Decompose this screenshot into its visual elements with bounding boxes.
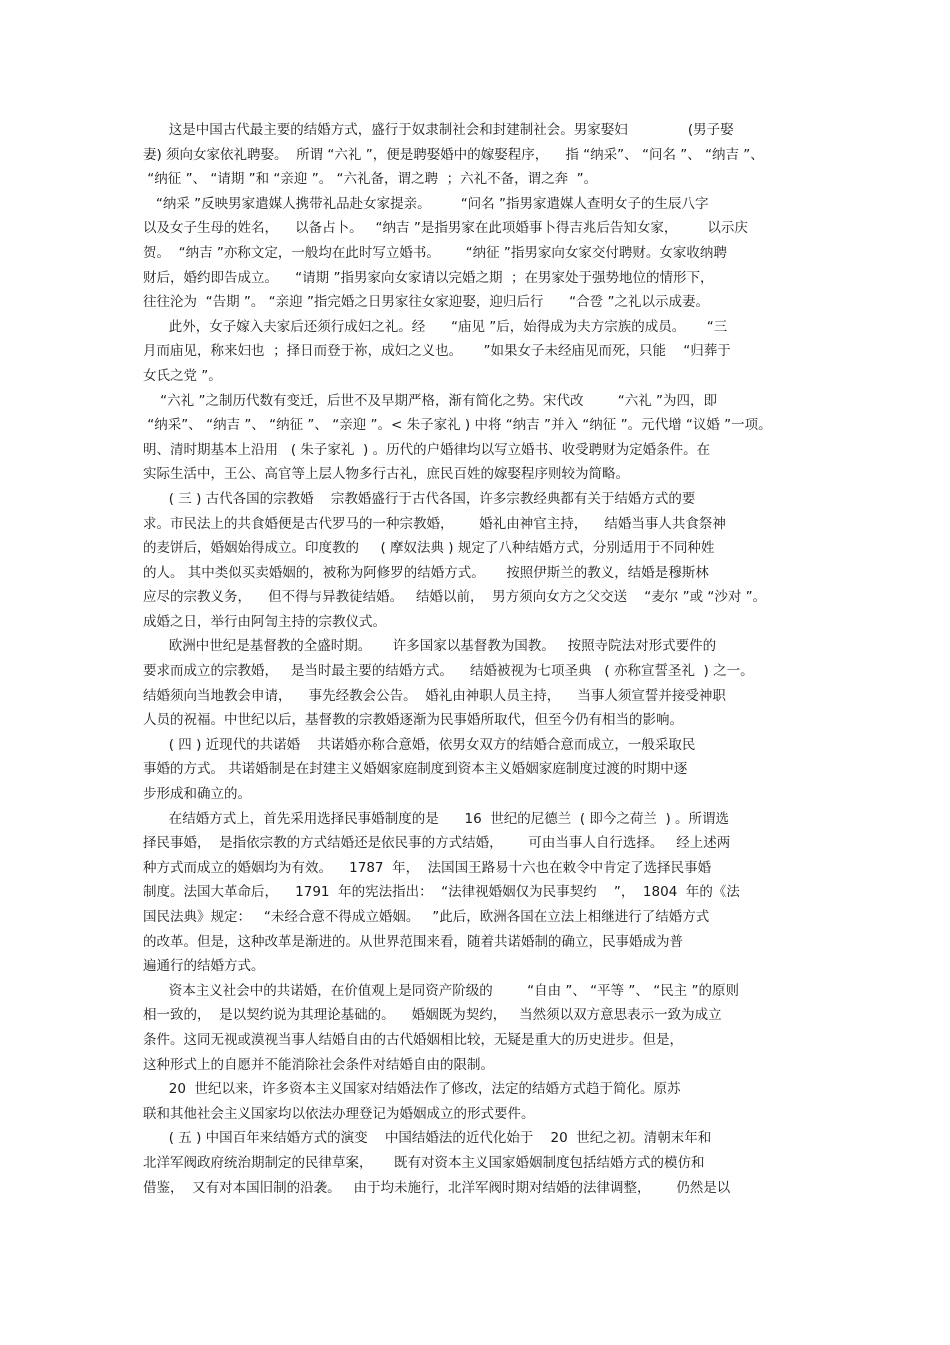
text-line: 应尽的宗教义务， 但不得与异教徒结婚。 结婚以前， 男方须向女方之父交送 “麦尔 ”或 “沙对 ”。 xyxy=(143,589,767,606)
text-line: 资本主义社会中的共诺婚，在价值观上是同资产阶级的 “自由 ”、 “平等 ”、 “民主 ”的原则 xyxy=(143,982,739,999)
text-line: 女氏之党 ”。 xyxy=(143,367,222,384)
text-line: 此外，女子嫁入夫家后还须行成妇之礼。经 “庙见 ”后，始得成为夫方宗族的成员。 “三 xyxy=(143,318,728,335)
text-line: 借鉴， 又有对本国旧制的沿袭。 由于均未施行，北洋军阀时期对结婚的法律调整， 仍然是以 xyxy=(143,1179,731,1196)
text-line: 以及女子生母的姓名， 以备占卜。 “纳吉 ”是指男家在此项婚事卜得吉兆后告知女家， 以示庆 xyxy=(143,220,748,237)
text-line: 明、清时期基本上沿用 ( 朱子家礼 ) 。历代的户婚律均以写立婚书、收受聘财为定婚条件。在 xyxy=(143,441,711,458)
text-line: ( 四 ) 近现代的共诺婚 共诺婚亦称合意婚，依男女双方的结婚合意而成立，一般采取民 xyxy=(143,736,696,753)
text-line: “纳征 ”、 “请期 ”和 “亲迎 ”。 “六礼备，谓之聘 ；六礼不备，谓之奔 ”。 xyxy=(143,171,598,188)
text-line: 种方式而成立的婚姻均为有效。 1787 年， 法国国王路易十六也在敕令中肯定了选择民事婚 xyxy=(143,859,712,876)
text-line: 实际生活中，王公、高官等上层人物多行古礼，庶民百姓的嫁娶程序则较为简略。 xyxy=(143,466,629,483)
text-line: 这是中国古代最主要的结婚方式，盛行于奴隶制社会和封建制社会。男家娶妇 (男子娶 xyxy=(143,122,734,138)
text-line: 人员的祝福。中世纪以后，基督教的宗教婚逐渐为民事婚所取代，但至今仍有相当的影响。 xyxy=(143,712,683,729)
text-line: 贺。 “纳吉 ”亦称文定，一般均在此时写立婚书。 “纳征 ”指男家向女家交付聘财。女家收纳聘 xyxy=(143,244,727,261)
text-line: 财后，婚约即告成立。 “请期 ”指男家向女家请以完婚之期 ；在男家处于强势地位的情形下， xyxy=(143,269,714,286)
text-line: 求。市民法上的共食婚便是古代罗马的一种宗教婚， 婚礼由神官主持， 结婚当事人共食祭神 xyxy=(143,515,726,532)
text-line: 的人。 其中类似买卖婚姻的，被称为阿修罗的结婚方式。 按照伊斯兰的教义，结婚是穆斯林 xyxy=(143,564,709,581)
text-line: 成婚之日，举行由阿訇主持的宗教仪式。 xyxy=(143,613,386,630)
text-line: 在结婚方式上，首先采用选择民事婚制度的是 16 世纪的尼德兰 ( 即今之荷兰 ) 。所谓选 xyxy=(143,810,730,827)
text-line: ( 三 ) 古代各国的宗教婚 宗教婚盛行于古代各国，许多宗教经典都有关于结婚方式的要 xyxy=(143,490,696,507)
text-line: 国民法典》规定： “未经合意不得成立婚姻。 ”此后，欧洲各国在立法上相继进行了结婚方式 xyxy=(143,909,710,925)
text-line: 遍通行的结婚方式。 xyxy=(143,958,265,975)
text-line: 的麦饼后，婚姻始得成立。印度教的 ( 摩奴法典 ) 规定了八种结婚方式，分别适用于不同种姓 xyxy=(143,540,715,557)
text-line: 条件。这同无视或漠视当事人结婚自由的古代婚姻相比较，无疑是重大的历史进步。但是， xyxy=(143,1031,683,1048)
text-line: 相一致的， 是以契约说为其理论基础的。 婚姻既为契约， 当然须以双方意思表示一致为成立 xyxy=(143,1007,722,1024)
text-line: 要求而成立的宗教婚， 是当时最主要的结婚方式。 结婚被视为七项圣典 ( 亦称宣誓圣礼 ) 之一。 xyxy=(143,663,754,680)
text-line: 妻) 须向女家依礼聘娶。 所谓 “六礼 ”，便是聘娶婚中的嫁娶程序， 指 “纳采”、 “问名 ”、 “纳吉 ”、 xyxy=(143,146,764,163)
text-line: ( 五 ) 中国百年来结婚方式的演变 中国结婚法的近代化始于 20 世纪之初。清朝末年和 xyxy=(143,1130,712,1147)
text-line: 步形成和确立的。 xyxy=(143,786,251,803)
text-line: 结婚须向当地教会申请， 事先经教会公告。 婚礼由神职人员主持， 当事人须宣誓并接受神职 xyxy=(143,687,726,704)
text-line: “纳采 ”反映男家遣媒人携带礼品赴女家提亲。 “问名 ”指男家遣媒人查明女子的生辰八字 xyxy=(143,195,709,212)
text-line: “六礼 ”之制历代数有变迁，后世不及早期严格，渐有简化之势。宋代改 “六礼 ”为四，即 xyxy=(143,392,718,409)
text-line: 欧洲中世纪是基督教的全盛时期。 许多国家以基督教为国教。 按照寺院法对形式要件的 xyxy=(143,638,717,655)
text-line: “纳采”、 “纳吉 ”、 “纳征 ”、 “亲迎 ”。< 朱子家礼 ) 中将 “纳吉 ”并入 “纳征 ”。元代增 “议婚 ”一项。 xyxy=(143,417,772,434)
text-line: 联和其他社会主义国家均以依法办理登记为婚姻成立的形式要件。 xyxy=(143,1105,535,1122)
text-line: 择民事婚， 是指依宗教的方式结婚还是依民事的方式结婚， 可由当事人自行选择。 经上述两 xyxy=(143,835,731,852)
text-line: 北洋军阀政府统治期制定的民律草案， 既有对资本主义国家婚姻制度包括结婚方式的模仿和 xyxy=(143,1154,705,1171)
text-line: 制度。法国大革命后， 1791 年的宪法指出： “法律视婚姻仅为民事契约 ”， 1804 年的《法 xyxy=(143,884,740,901)
text-line: 20 世纪以来，许多资本主义国家对结婚法作了修改，法定的结婚方式趋于简化。原苏 xyxy=(143,1081,681,1098)
text-line: 事婚的方式。 共诺婚制是在封建主义婚姻家庭制度到资本主义婚姻家庭制度过渡的时期中逐 xyxy=(143,761,688,778)
text-line: 往往沦为 “告期 ”。 “亲迎 ”指完婚之日男家往女家迎娶，迎归后行 “合卺 ”之礼以示成妻。 xyxy=(143,294,709,311)
text-line: 月而庙见，称来妇也 ；择日而登于祢，成妇之义也。 ”如果女子未经庙见而死，只能 “归葬于 xyxy=(143,343,731,360)
text-line: 的改革。但是，这种改革是渐进的。从世界范围来看，随着共诺婚制的确立，民事婚成为普 xyxy=(143,933,683,950)
text-line: 这种形式上的自愿并不能消除社会条件对结婚自由的限制。 xyxy=(143,1056,494,1073)
document-body xyxy=(143,118,809,1200)
